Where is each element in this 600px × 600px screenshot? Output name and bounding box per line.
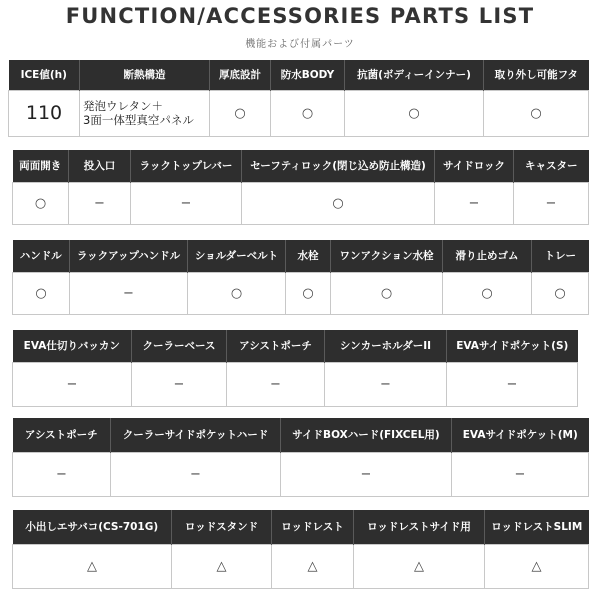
ice-value: 110 xyxy=(9,90,80,136)
col-header: ロッドスタンド xyxy=(172,510,272,544)
value-cell: ○ xyxy=(13,182,69,224)
col-header: アシストポーチ xyxy=(13,418,111,452)
col-header: 厚底設計 xyxy=(210,60,271,90)
value-cell: − xyxy=(131,182,242,224)
value-cell: ○ xyxy=(13,272,70,314)
col-header: サイドBOXハード(FIXCEL用) xyxy=(281,418,452,452)
col-header: ロッドレスト xyxy=(272,510,354,544)
value-cell: − xyxy=(447,362,578,406)
col-header: 取り外し可能フタ xyxy=(484,60,589,90)
value-cell: ○ xyxy=(242,182,435,224)
value-row xyxy=(13,544,589,588)
header-row xyxy=(13,240,589,272)
col-header: クーラーサイドポケットハード xyxy=(111,418,281,452)
col-header: 抗菌(ボディーインナー) xyxy=(345,60,484,90)
spec-table-3 xyxy=(12,240,589,315)
value-cell: ○ xyxy=(210,90,271,136)
value-cell: − xyxy=(227,362,325,406)
value-row xyxy=(13,272,589,314)
col-header: ロッドレストSLIM xyxy=(485,510,589,544)
col-header: ロッドレストサイド用 xyxy=(354,510,485,544)
col-header: EVAサイドポケット(S) xyxy=(447,330,578,362)
col-header: 水栓 xyxy=(286,240,331,272)
value-cell: − xyxy=(435,182,514,224)
value-cell: ○ xyxy=(345,90,484,136)
col-header: ショルダーベルト xyxy=(188,240,286,272)
value-row xyxy=(9,90,589,136)
spec-table-4 xyxy=(12,330,578,407)
value-row xyxy=(13,362,578,406)
spec-table-1 xyxy=(8,60,589,137)
value-cell: − xyxy=(70,272,188,314)
value-cell: − xyxy=(69,182,131,224)
col-header: ハンドル xyxy=(13,240,70,272)
value-cell: − xyxy=(281,452,452,496)
value-cell: − xyxy=(13,362,132,406)
header-row xyxy=(13,150,589,182)
page-subtitle: 機能および付属パーツ xyxy=(245,39,355,50)
header-row xyxy=(13,330,578,362)
spec-table-6 xyxy=(12,510,589,589)
value-cell: ○ xyxy=(271,90,345,136)
value-cell: △ xyxy=(272,544,354,588)
col-header: ワンアクション水栓 xyxy=(331,240,443,272)
value-cell: ○ xyxy=(532,272,589,314)
col-header: サイドロック xyxy=(435,150,514,182)
value-cell: ○ xyxy=(443,272,532,314)
value-cell: ○ xyxy=(484,90,589,136)
col-header: クーラーベース xyxy=(132,330,227,362)
value-row xyxy=(13,452,589,496)
value-cell: − xyxy=(514,182,589,224)
col-header: ラックアップハンドル xyxy=(70,240,188,272)
col-header: アシストポーチ xyxy=(227,330,325,362)
value-cell: △ xyxy=(485,544,589,588)
value-row xyxy=(13,182,589,224)
spec-table-2 xyxy=(12,150,589,225)
value-cell: △ xyxy=(13,544,172,588)
col-header: 両面開き xyxy=(13,150,69,182)
value-cell: − xyxy=(452,452,589,496)
col-header: トレー xyxy=(532,240,589,272)
value-cell: − xyxy=(111,452,281,496)
value-cell: − xyxy=(13,452,111,496)
value-cell: ○ xyxy=(286,272,331,314)
header-row xyxy=(13,418,589,452)
col-header: EVAサイドポケット(M) xyxy=(452,418,589,452)
header-row xyxy=(9,60,589,90)
col-header: 小出しエサバコ(CS-701G) xyxy=(13,510,172,544)
col-header: 断熱構造 xyxy=(80,60,210,90)
col-header: 防水BODY xyxy=(271,60,345,90)
header-row xyxy=(13,510,589,544)
value-cell: ○ xyxy=(331,272,443,314)
spec-table-5 xyxy=(12,418,589,497)
col-header: キャスター xyxy=(514,150,589,182)
col-header: ラックトップレバー xyxy=(131,150,242,182)
value-cell: ○ xyxy=(188,272,286,314)
page-title: FUNCTION/ACCESSORIES PARTS LIST xyxy=(65,4,535,28)
col-header: EVA仕切りバッカン xyxy=(13,330,132,362)
value-cell: △ xyxy=(172,544,272,588)
value-cell: △ xyxy=(354,544,485,588)
value-cell: − xyxy=(325,362,447,406)
col-header: ICE値(h) xyxy=(9,60,80,90)
col-header: 投入口 xyxy=(69,150,131,182)
col-header: 滑り止めゴム xyxy=(443,240,532,272)
col-header: セーフティロック(閉じ込め防止構造) xyxy=(242,150,435,182)
col-header: シンカーホルダーII xyxy=(325,330,447,362)
value-cell: − xyxy=(132,362,227,406)
insulation-value: 発泡ウレタン＋ 3面一体型真空パネル xyxy=(80,90,210,136)
